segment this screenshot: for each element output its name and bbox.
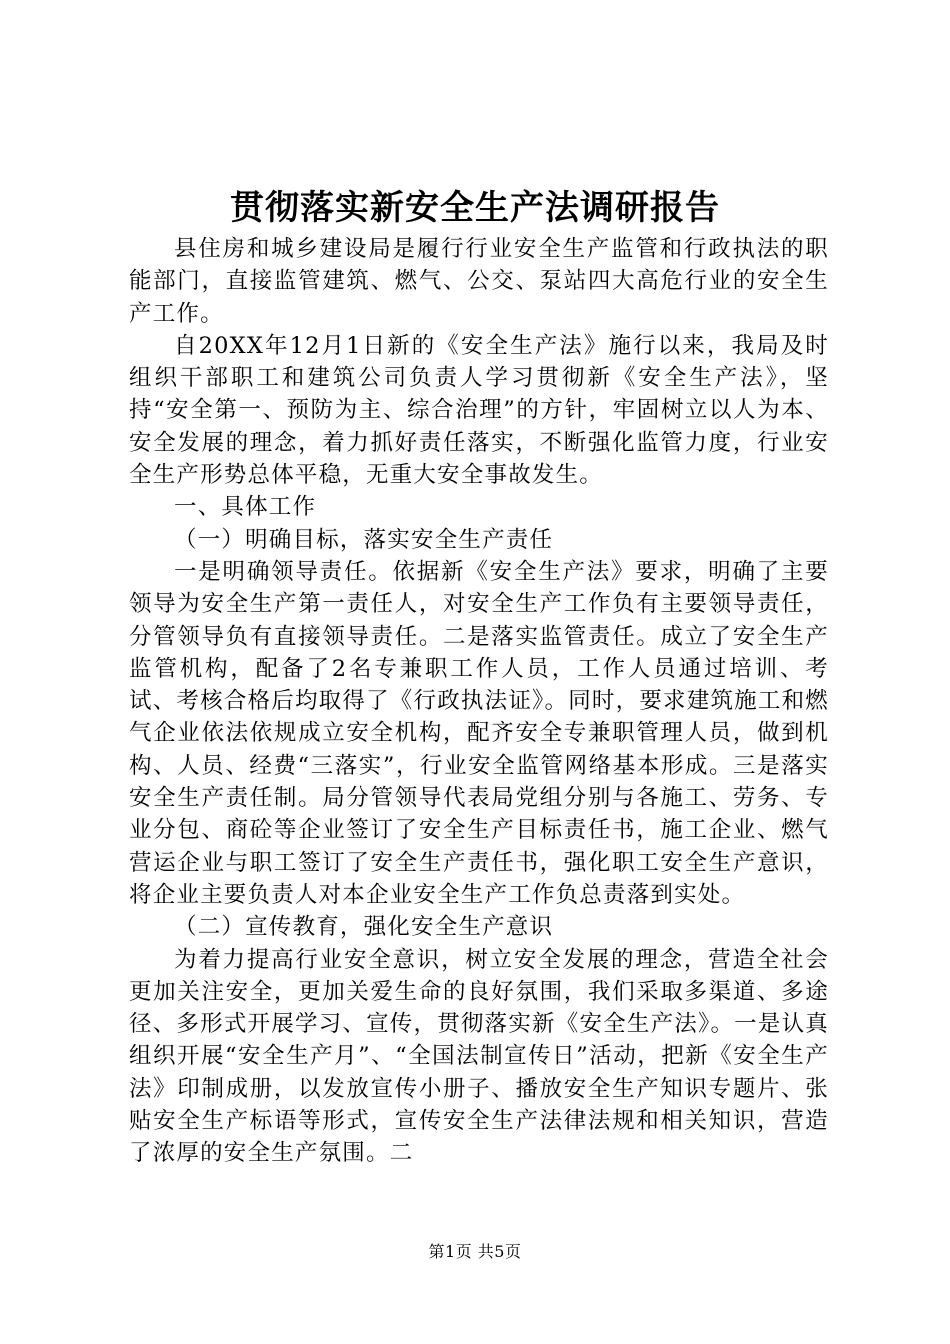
subsection-heading-responsibility: （一）明确目标，落实安全生产责任 — [174, 526, 554, 553]
paragraph-intro: 县住房和城乡建设局是履行行业安全生产监管和行政执法的职能部门，直接监管建筑、燃气、公交、泵站四大高危行业的安全生产工作。 — [129, 236, 829, 327]
paragraph-background: 自20XX年12月1日新的《安全生产法》施行以来，我局及时组织干部职工和建筑公司负责人学习贯彻新《安全生产法》，坚持“安全第一、预防为主、综合治理”的方针，牢固树立以人为本、安全发展的理念，着力抓好责任落实，不断强化监管力度，行业安全生产形势总体平稳，无重大安全事故发生。 — [129, 332, 829, 489]
section-heading-work: 一、具体工作 — [174, 494, 317, 521]
document-title: 贯彻落实新安全生产法调研报告 — [230, 188, 720, 228]
document-body — [129, 233, 829, 1170]
paragraph-education: 为着力提高行业安全意识，树立安全发展的理念，营造全社会更加关注安全，更加关爱生命的良好氛围，我们采取多渠道、多途径、多形式开展学习、宣传，贯彻落实新《安全生产法》。一是认真组织开展“安全生产月”、“全国法制宣传日”活动，把新《安全生产法》印制成册，以发放宣传小册子、播放安全生产知识专题片、张贴安全生产标语等形式，宣传安全生产法律法规和相关知识，营造了浓厚的安全生产氛围。二 — [129, 946, 829, 1167]
page-footer: 第1页 共5页 — [428, 1242, 522, 1261]
paragraph-responsibility: 一是明确领导责任。依据新《安全生产法》要求，明确了主要领导为安全生产第一责任人，对安全生产工作负有主要领导责任，分管领导负有直接领导责任。二是落实监管责任。成立了安全生产监管机构，配备了2名专兼职工作人员，工作人员通过培训、考试、考核合格后均取得了《行政执法证》。同时，要求建筑施工和燃气企业依法依规成立安全机构，配齐安全专兼职管理人员，做到机构、人员、经费“三落实”，行业安全监管网络基本形成。三是落实安全生产责任制。局分管领导代表局党组分别与各施工、劳务、专业分包、商砼等企业签订了安全生产目标责任书，施工企业、燃气营运企业与职工签订了安全生产责任书，强化职工安全生产意识，将企业主要负责人对本企业安全生产工作负总责落到实处。 — [129, 558, 829, 908]
subsection-heading-education: （二）宣传教育，强化安全生产意识 — [174, 914, 554, 941]
